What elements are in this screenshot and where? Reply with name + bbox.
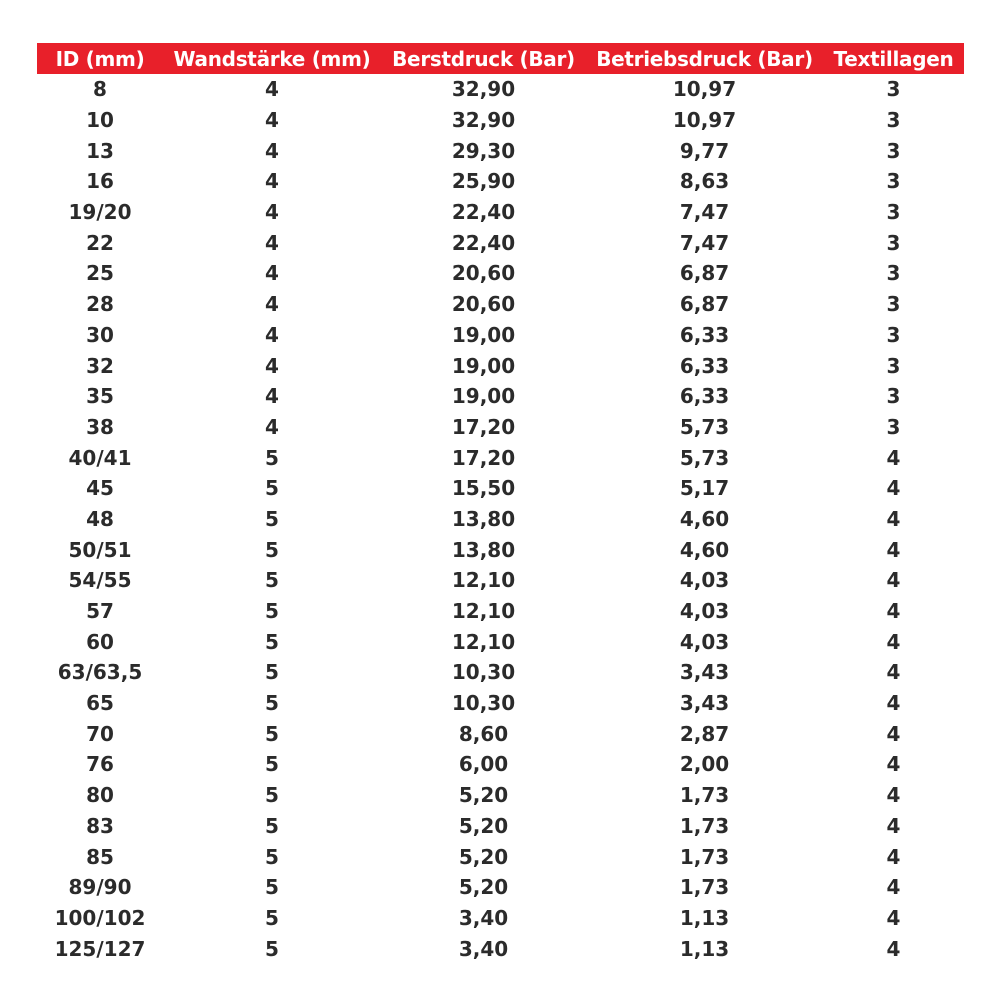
- cell-textile-layers: 4: [886, 936, 901, 961]
- cell-burst-pressure: 12,10: [451, 568, 516, 593]
- cell-wall-thickness: 4: [265, 414, 279, 439]
- column-header-burst-pressure: Berstdruck (Bar): [392, 46, 575, 71]
- column-header-wall-thickness: Wandstärke (mm): [173, 46, 371, 71]
- table-row: [37, 872, 964, 903]
- cell-burst-pressure: 12,10: [451, 629, 516, 654]
- table-row: [37, 596, 964, 627]
- cell-wall-thickness: 5: [265, 537, 279, 562]
- cell-id: 63/63,5: [57, 660, 143, 685]
- cell-burst-pressure: 6,00: [458, 752, 509, 777]
- cell-burst-pressure: 5,20: [458, 813, 509, 838]
- cell-burst-pressure: 19,00: [451, 353, 516, 378]
- cell-working-pressure: 4,60: [679, 506, 730, 531]
- cell-burst-pressure: 10,30: [451, 660, 516, 685]
- cell-burst-pressure: 15,50: [451, 476, 516, 501]
- table-row: [37, 442, 964, 473]
- header-row: [37, 43, 964, 74]
- cell-wall-thickness: 5: [265, 691, 279, 716]
- cell-burst-pressure: 13,80: [451, 506, 516, 531]
- cell-wall-thickness: 5: [265, 629, 279, 654]
- cell-id: 85: [86, 844, 114, 869]
- cell-wall-thickness: 4: [265, 322, 279, 347]
- cell-wall-thickness: 5: [265, 721, 279, 746]
- cell-textile-layers: 4: [886, 445, 901, 470]
- cell-burst-pressure: 20,60: [451, 292, 516, 317]
- cell-id: 10: [86, 108, 114, 133]
- table-row: [37, 811, 964, 842]
- cell-working-pressure: 1,73: [679, 844, 730, 869]
- cell-working-pressure: 7,47: [679, 200, 730, 225]
- cell-wall-thickness: 4: [265, 230, 279, 255]
- table-row: [37, 933, 964, 964]
- cell-wall-thickness: 5: [265, 752, 279, 777]
- cell-burst-pressure: 29,30: [451, 138, 516, 163]
- cell-working-pressure: 6,87: [679, 292, 730, 317]
- cell-textile-layers: 4: [886, 783, 901, 808]
- table-row: [37, 227, 964, 258]
- cell-textile-layers: 3: [886, 108, 901, 133]
- table-row: [37, 350, 964, 381]
- table-row: [37, 412, 964, 443]
- cell-burst-pressure: 5,20: [458, 875, 509, 900]
- cell-burst-pressure: 5,20: [458, 844, 509, 869]
- cell-textile-layers: 3: [886, 353, 901, 378]
- hose-spec-table: [37, 43, 964, 964]
- cell-textile-layers: 4: [886, 844, 901, 869]
- cell-working-pressure: 4,03: [679, 629, 730, 654]
- cell-working-pressure: 1,73: [679, 783, 730, 808]
- table-header: [37, 43, 964, 74]
- cell-wall-thickness: 5: [265, 844, 279, 869]
- cell-wall-thickness: 4: [265, 138, 279, 163]
- cell-working-pressure: 8,63: [679, 169, 730, 194]
- cell-id: 32: [86, 353, 114, 378]
- cell-id: 16: [86, 169, 114, 194]
- cell-burst-pressure: 12,10: [451, 599, 516, 624]
- cell-working-pressure: 10,97: [672, 108, 737, 133]
- cell-working-pressure: 5,73: [679, 414, 730, 439]
- cell-burst-pressure: 32,90: [451, 77, 516, 102]
- table-row: [37, 504, 964, 535]
- cell-working-pressure: 3,43: [679, 691, 730, 716]
- table-row: [37, 258, 964, 289]
- cell-working-pressure: 6,33: [679, 384, 730, 409]
- cell-working-pressure: 7,47: [679, 230, 730, 255]
- table-row: [37, 903, 964, 934]
- cell-working-pressure: 1,13: [679, 936, 730, 961]
- cell-working-pressure: 10,97: [672, 77, 737, 102]
- cell-working-pressure: 1,73: [679, 813, 730, 838]
- table-row: [37, 381, 964, 412]
- cell-id: 25: [86, 261, 114, 286]
- cell-id: 100/102: [54, 905, 146, 930]
- cell-textile-layers: 3: [886, 322, 901, 347]
- cell-id: 76: [86, 752, 114, 777]
- hose-spec-table-container: [37, 43, 964, 964]
- cell-working-pressure: 1,13: [679, 905, 730, 930]
- cell-textile-layers: 4: [886, 691, 901, 716]
- column-header-id: ID (mm): [55, 46, 145, 71]
- table-row: [37, 320, 964, 351]
- cell-wall-thickness: 5: [265, 875, 279, 900]
- cell-textile-layers: 3: [886, 200, 901, 225]
- cell-wall-thickness: 4: [265, 292, 279, 317]
- table-row: [37, 473, 964, 504]
- cell-id: 8: [93, 77, 107, 102]
- cell-id: 125/127: [54, 936, 146, 961]
- cell-burst-pressure: 10,30: [451, 691, 516, 716]
- cell-working-pressure: 9,77: [679, 138, 730, 163]
- cell-wall-thickness: 5: [265, 783, 279, 808]
- table-body: [37, 74, 964, 964]
- cell-textile-layers: 4: [886, 721, 901, 746]
- cell-working-pressure: 1,73: [679, 875, 730, 900]
- cell-wall-thickness: 5: [265, 599, 279, 624]
- cell-wall-thickness: 4: [265, 384, 279, 409]
- cell-working-pressure: 6,33: [679, 322, 730, 347]
- cell-working-pressure: 6,33: [679, 353, 730, 378]
- cell-burst-pressure: 32,90: [451, 108, 516, 133]
- cell-working-pressure: 3,43: [679, 660, 730, 685]
- cell-textile-layers: 4: [886, 875, 901, 900]
- cell-textile-layers: 4: [886, 660, 901, 685]
- cell-textile-layers: 4: [886, 568, 901, 593]
- cell-id: 13: [86, 138, 114, 163]
- cell-working-pressure: 6,87: [679, 261, 730, 286]
- cell-textile-layers: 4: [886, 813, 901, 838]
- cell-id: 30: [86, 322, 114, 347]
- cell-burst-pressure: 25,90: [451, 169, 516, 194]
- column-header-working-pressure: Betriebsdruck (Bar): [596, 46, 813, 71]
- cell-id: 80: [86, 783, 114, 808]
- cell-burst-pressure: 22,40: [451, 230, 516, 255]
- cell-textile-layers: 4: [886, 537, 901, 562]
- cell-textile-layers: 4: [886, 905, 901, 930]
- cell-id: 50/51: [68, 537, 132, 562]
- cell-burst-pressure: 13,80: [451, 537, 516, 562]
- cell-textile-layers: 4: [886, 599, 901, 624]
- cell-burst-pressure: 20,60: [451, 261, 516, 286]
- cell-wall-thickness: 5: [265, 568, 279, 593]
- cell-wall-thickness: 4: [265, 77, 279, 102]
- cell-burst-pressure: 19,00: [451, 322, 516, 347]
- cell-id: 70: [86, 721, 114, 746]
- cell-wall-thickness: 5: [265, 936, 279, 961]
- table-row: [37, 688, 964, 719]
- table-row: [37, 749, 964, 780]
- cell-working-pressure: 4,60: [679, 537, 730, 562]
- cell-working-pressure: 2,00: [679, 752, 730, 777]
- cell-textile-layers: 3: [886, 414, 901, 439]
- cell-burst-pressure: 3,40: [458, 936, 509, 961]
- cell-id: 28: [86, 292, 114, 317]
- cell-textile-layers: 4: [886, 476, 901, 501]
- cell-id: 65: [86, 691, 114, 716]
- cell-textile-layers: 3: [886, 230, 901, 255]
- cell-id: 89/90: [68, 875, 132, 900]
- cell-wall-thickness: 5: [265, 813, 279, 838]
- cell-working-pressure: 4,03: [679, 599, 730, 624]
- table-row: [37, 289, 964, 320]
- cell-working-pressure: 5,73: [679, 445, 730, 470]
- cell-wall-thickness: 4: [265, 353, 279, 378]
- cell-wall-thickness: 4: [265, 200, 279, 225]
- cell-wall-thickness: 5: [265, 476, 279, 501]
- cell-wall-thickness: 4: [265, 169, 279, 194]
- table-row: [37, 166, 964, 197]
- cell-burst-pressure: 5,20: [458, 783, 509, 808]
- cell-burst-pressure: 22,40: [451, 200, 516, 225]
- cell-id: 48: [86, 506, 114, 531]
- table-row: [37, 105, 964, 136]
- cell-burst-pressure: 17,20: [451, 445, 516, 470]
- cell-id: 35: [86, 384, 114, 409]
- cell-id: 83: [86, 813, 114, 838]
- table-row: [37, 565, 964, 596]
- cell-textile-layers: 3: [886, 292, 901, 317]
- cell-working-pressure: 4,03: [679, 568, 730, 593]
- cell-textile-layers: 3: [886, 169, 901, 194]
- table-row: [37, 135, 964, 166]
- table-row: [37, 534, 964, 565]
- table-row: [37, 626, 964, 657]
- table-row: [37, 657, 964, 688]
- cell-id: 60: [86, 629, 114, 654]
- cell-id: 45: [86, 476, 114, 501]
- cell-textile-layers: 3: [886, 77, 901, 102]
- cell-textile-layers: 4: [886, 752, 901, 777]
- cell-burst-pressure: 8,60: [458, 721, 509, 746]
- cell-wall-thickness: 5: [265, 660, 279, 685]
- cell-textile-layers: 3: [886, 261, 901, 286]
- cell-id: 22: [86, 230, 114, 255]
- cell-id: 19/20: [68, 200, 132, 225]
- cell-id: 40/41: [68, 445, 132, 470]
- cell-textile-layers: 4: [886, 506, 901, 531]
- table-row: [37, 718, 964, 749]
- cell-burst-pressure: 17,20: [451, 414, 516, 439]
- table-row: [37, 780, 964, 811]
- cell-id: 54/55: [68, 568, 132, 593]
- cell-wall-thickness: 5: [265, 905, 279, 930]
- cell-burst-pressure: 19,00: [451, 384, 516, 409]
- column-header-textile-layers: Textillagen: [833, 46, 954, 71]
- table-row: [37, 841, 964, 872]
- cell-burst-pressure: 3,40: [458, 905, 509, 930]
- table-row: [37, 74, 964, 105]
- cell-wall-thickness: 5: [265, 445, 279, 470]
- cell-wall-thickness: 4: [265, 108, 279, 133]
- cell-working-pressure: 5,17: [679, 476, 730, 501]
- cell-textile-layers: 4: [886, 629, 901, 654]
- cell-textile-layers: 3: [886, 138, 901, 163]
- table-row: [37, 197, 964, 228]
- cell-id: 38: [86, 414, 114, 439]
- cell-wall-thickness: 5: [265, 506, 279, 531]
- cell-working-pressure: 2,87: [679, 721, 730, 746]
- cell-wall-thickness: 4: [265, 261, 279, 286]
- cell-id: 57: [86, 599, 114, 624]
- cell-textile-layers: 3: [886, 384, 901, 409]
